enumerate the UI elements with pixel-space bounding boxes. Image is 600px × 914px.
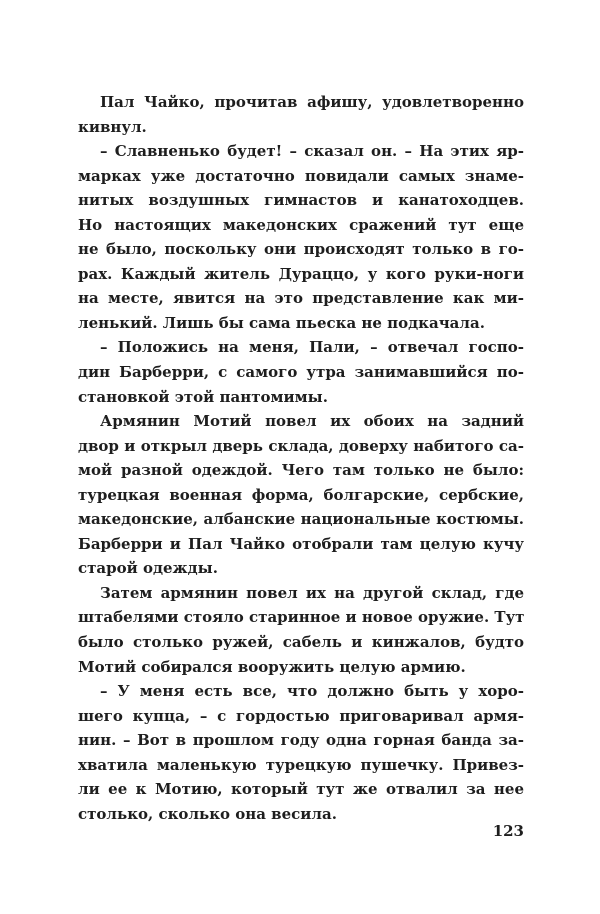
text-line: становкой этой пантомимы. <box>78 387 328 406</box>
text-line: Но настоящих македонских сражений тут еще <box>78 215 524 234</box>
text-line: нин. – Вот в прошлом году одна горная банда за- <box>78 731 524 750</box>
text-line: Затем армянин повел их на другой склад, где <box>100 583 524 602</box>
text-line: хватила маленькую турецкую пушечку. Привез- <box>78 755 524 774</box>
text-line: на месте, явится на это представление как ми- <box>78 289 524 308</box>
text-line: ли ее к Мотию, который тут же отвалил за нее <box>78 780 524 799</box>
text-line: мой разной одеждой. Чего там только не было: <box>78 461 524 480</box>
text-line: македонские, албанские национальные костюмы. <box>78 510 524 529</box>
text-line: столько, сколько она весила. <box>78 804 337 823</box>
text-line: марках уже достаточно повидали самых знаме- <box>78 166 524 185</box>
text-line: Армянин Мотий повел их обоих на задний <box>100 412 524 431</box>
text-line: штабелями стояло старинное и новое оружие. Тут <box>78 608 525 627</box>
paragraph <box>78 409 524 581</box>
text-line: ленький. Лишь бы сама пьеска не подкачала. <box>78 313 485 332</box>
text-line: Пал Чайко, прочитав афишу, удовлетворенно <box>100 93 524 111</box>
text-line: кивнул. <box>78 117 147 136</box>
text-line: рах. Каждый житель Дураццо, у кого руки-ноги <box>78 264 524 283</box>
text-line: не было, поскольку они происходят только в го- <box>78 240 524 259</box>
text-line: турецкая военная форма, болгарские, сербские, <box>78 485 524 504</box>
text-line: нитых воздушных гимнастов и канатоходцев. <box>78 191 524 210</box>
text-line: Мотий собирался вооружить целую армию. <box>78 657 466 676</box>
text-line: было столько ружей, сабель и кинжалов, будто <box>78 633 524 652</box>
paragraph <box>78 581 524 679</box>
page-number: 123 <box>492 822 524 840</box>
page-text <box>78 90 524 826</box>
text-line: двор и открыл дверь склада, доверху набитого са- <box>78 436 524 455</box>
text-line: – Положись на меня, Пали, – отвечал госпо- <box>100 338 524 357</box>
paragraph <box>78 335 524 409</box>
text-line: – Славненько будет! – сказал он. – На этих яр- <box>100 142 524 161</box>
text-line: Барберри и Пал Чайко отобрали там целую кучу <box>78 534 524 553</box>
text-line: дин Барберри, с самого утра занимавшийся по- <box>78 363 524 382</box>
text-line: старой одежды. <box>78 559 218 578</box>
paragraph <box>78 90 524 139</box>
paragraph <box>78 139 524 335</box>
text-line: – У меня есть все, что должно быть у хоро- <box>100 682 524 701</box>
text-line: шего купца, – с гордостью приговаривал армя- <box>78 706 524 725</box>
paragraph <box>78 679 524 826</box>
